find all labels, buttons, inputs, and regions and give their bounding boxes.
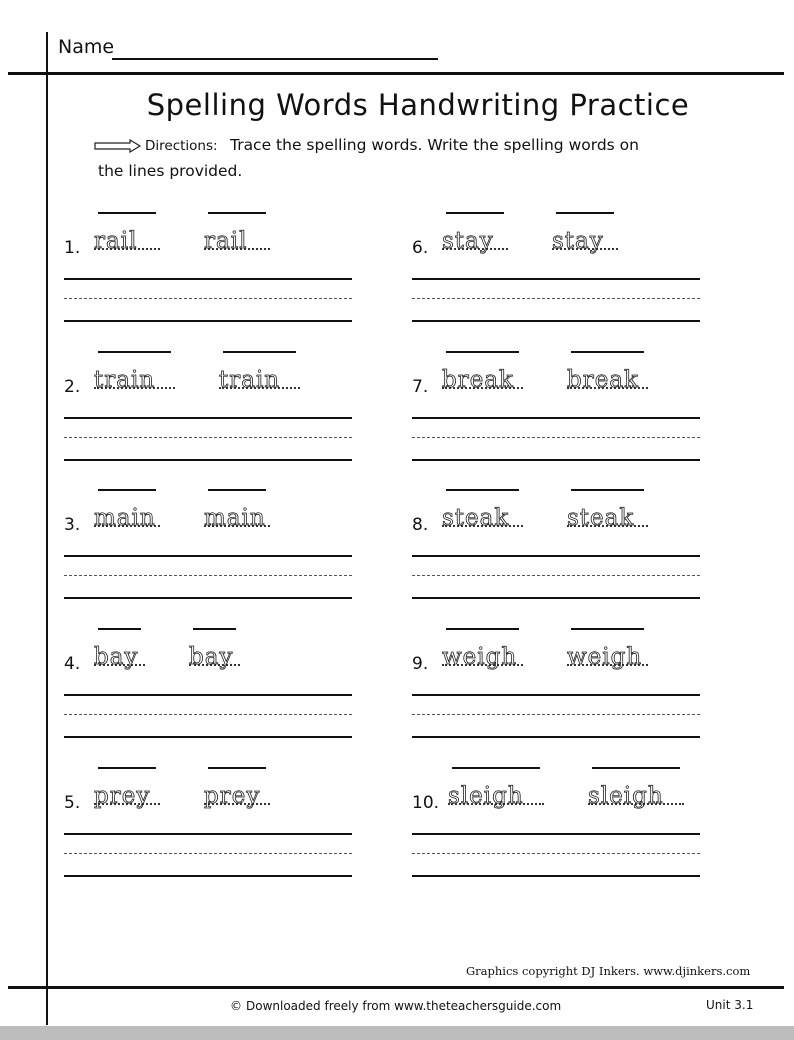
writing-line[interactable] (412, 555, 700, 557)
writing-line[interactable] (412, 694, 700, 696)
trace-guide-line (98, 212, 156, 214)
trace-word: steak (442, 505, 510, 531)
writing-midline[interactable] (64, 853, 352, 854)
writing-line[interactable] (412, 320, 700, 322)
writing-line[interactable] (412, 833, 700, 835)
trace-guide-line (223, 351, 296, 353)
trace-guide-line (193, 628, 236, 630)
trace-word-copy: steak (567, 505, 635, 531)
trace-guide-line (571, 489, 644, 491)
trace-guide-line (98, 489, 156, 491)
margin-vertical-rule (46, 32, 48, 1025)
practice-item (412, 212, 712, 352)
item-number: 1. (64, 238, 81, 258)
arrow-right-icon (94, 139, 142, 153)
writing-line[interactable] (412, 278, 700, 280)
trace-guide-line (592, 767, 680, 769)
writing-midline[interactable] (64, 575, 352, 576)
writing-line[interactable] (412, 459, 700, 461)
trace-guide-line (98, 767, 156, 769)
writing-line[interactable] (64, 694, 352, 696)
trace-word: main (94, 505, 156, 531)
item-number: 4. (64, 654, 81, 674)
page-bottom-band (0, 1026, 794, 1040)
item-number: 7. (412, 377, 429, 397)
trace-word-copy: bay (189, 644, 234, 670)
trace-word: train (94, 367, 156, 393)
practice-item (64, 351, 364, 491)
trace-guide-line (446, 351, 519, 353)
trace-word: rail (94, 228, 138, 254)
unit-label: Unit 3.1 (706, 998, 754, 1012)
item-number: 9. (412, 654, 429, 674)
trace-guide-line (446, 628, 519, 630)
item-number: 3. (64, 515, 81, 535)
copyright-icon: © (230, 999, 242, 1013)
trace-guide-line (446, 489, 519, 491)
item-number: 6. (412, 238, 429, 258)
practice-item (412, 351, 712, 491)
directions-text-continued: the lines provided. (98, 162, 243, 180)
writing-line[interactable] (412, 597, 700, 599)
trace-guide-line (208, 767, 266, 769)
writing-midline[interactable] (64, 714, 352, 715)
trace-word: weigh (442, 644, 518, 670)
writing-line[interactable] (64, 736, 352, 738)
trace-word-copy: prey (204, 783, 261, 809)
item-number: 8. (412, 515, 429, 535)
trace-word: break (442, 367, 514, 393)
directions-text: Trace the spelling words. Write the spelling words on (230, 136, 639, 154)
practice-item (64, 489, 364, 629)
practice-item (412, 489, 712, 629)
writing-line[interactable] (64, 459, 352, 461)
trace-word: bay (94, 644, 139, 670)
writing-line[interactable] (64, 278, 352, 280)
trace-guide-line (556, 212, 614, 214)
item-number: 2. (64, 377, 81, 397)
writing-midline[interactable] (412, 575, 700, 576)
trace-word: prey (94, 783, 151, 809)
writing-line[interactable] (412, 875, 700, 877)
practice-item (412, 628, 712, 768)
name-label: Name (58, 36, 115, 58)
trace-word-copy: break (567, 367, 639, 393)
practice-item (64, 212, 364, 352)
directions-label: Directions: (145, 138, 218, 154)
name-field-line[interactable] (112, 58, 438, 60)
writing-line[interactable] (412, 736, 700, 738)
writing-line[interactable] (64, 555, 352, 557)
trace-word-copy: weigh (567, 644, 643, 670)
trace-word-copy: main (204, 505, 266, 531)
trace-guide-line (208, 489, 266, 491)
page-title: Spelling Words Handwriting Practice (146, 88, 690, 122)
writing-midline[interactable] (412, 298, 700, 299)
trace-guide-line (571, 628, 644, 630)
download-source: Downloaded freely from www.theteachersguide.com (246, 999, 562, 1013)
practice-item (64, 628, 364, 768)
header-divider (8, 72, 784, 75)
trace-guide-line (98, 351, 171, 353)
writing-midline[interactable] (412, 437, 700, 438)
writing-midline[interactable] (412, 853, 700, 854)
item-number: 10. (412, 793, 440, 813)
graphics-credit: Graphics copyright DJ Inkers. www.djinkers.com (466, 964, 751, 978)
writing-midline[interactable] (64, 298, 352, 299)
trace-word-copy: sleigh (588, 783, 664, 809)
writing-line[interactable] (64, 320, 352, 322)
trace-word-copy: train (219, 367, 281, 393)
writing-line[interactable] (64, 597, 352, 599)
trace-word-copy: stay (552, 228, 604, 254)
writing-line[interactable] (64, 875, 352, 877)
trace-guide-line (208, 212, 266, 214)
writing-line[interactable] (64, 417, 352, 419)
writing-midline[interactable] (412, 714, 700, 715)
trace-guide-line (446, 212, 504, 214)
trace-guide-line (452, 767, 540, 769)
trace-word: sleigh (448, 783, 524, 809)
writing-line[interactable] (64, 833, 352, 835)
writing-line[interactable] (412, 417, 700, 419)
practice-item (412, 767, 712, 907)
trace-word-copy: rail (204, 228, 248, 254)
trace-guide-line (571, 351, 644, 353)
footer-divider (8, 986, 784, 989)
writing-midline[interactable] (64, 437, 352, 438)
item-number: 5. (64, 793, 81, 813)
trace-guide-line (98, 628, 141, 630)
trace-word: stay (442, 228, 494, 254)
practice-item (64, 767, 364, 907)
